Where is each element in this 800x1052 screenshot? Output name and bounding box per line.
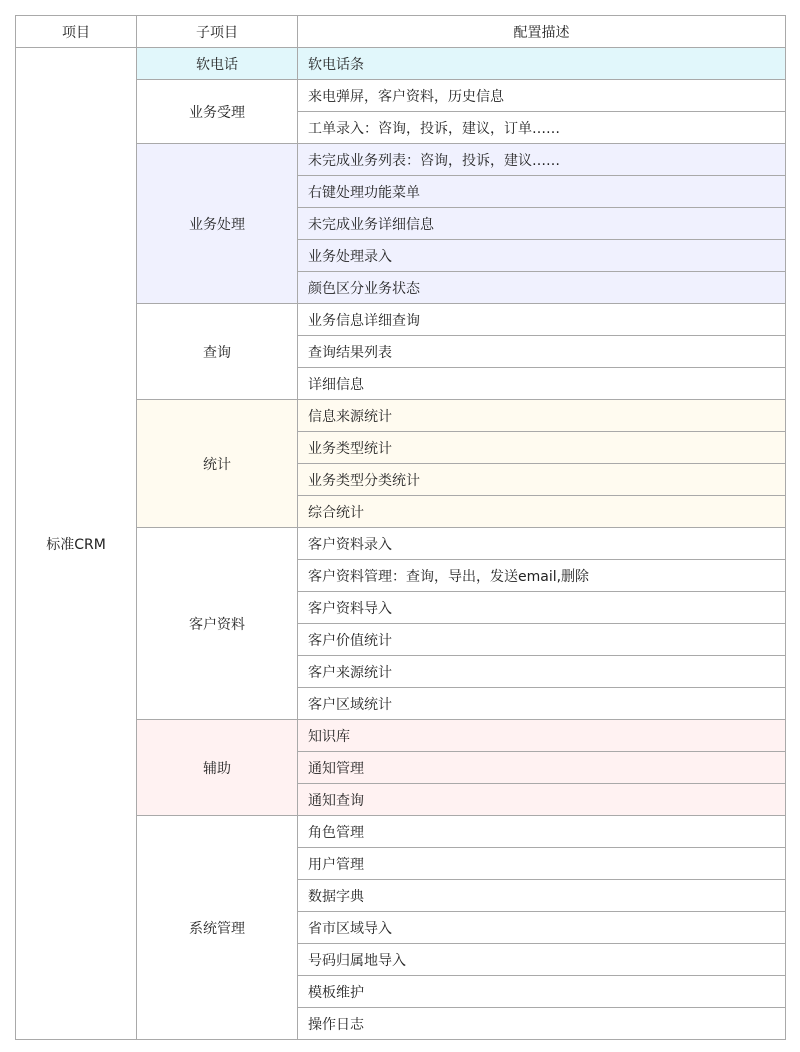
description-cell: 未完成业务列表：咨询，投诉，建议……	[298, 144, 786, 176]
description-cell: 客户资料录入	[298, 528, 786, 560]
description-cell: 角色管理	[298, 816, 786, 848]
description-cell: 综合统计	[298, 496, 786, 528]
description-cell: 业务处理录入	[298, 240, 786, 272]
description-cell: 客户价值统计	[298, 624, 786, 656]
description-cell: 信息来源统计	[298, 400, 786, 432]
crm-config-table	[15, 15, 786, 1040]
subitem-cell: 客户资料	[137, 528, 298, 720]
description-cell: 客户资料管理：查询，导出，发送email,删除	[298, 560, 786, 592]
table-body	[16, 48, 786, 1040]
description-cell: 未完成业务详细信息	[298, 208, 786, 240]
subitem-cell: 软电话	[137, 48, 298, 80]
description-cell: 通知管理	[298, 752, 786, 784]
description-cell: 来电弹屏，客户资料，历史信息	[298, 80, 786, 112]
description-cell: 知识库	[298, 720, 786, 752]
subitem-cell: 业务受理	[137, 80, 298, 144]
description-cell: 业务类型统计	[298, 432, 786, 464]
subitem-cell: 业务处理	[137, 144, 298, 304]
description-cell: 操作日志	[298, 1008, 786, 1040]
subitem-cell: 辅助	[137, 720, 298, 816]
description-cell: 号码归属地导入	[298, 944, 786, 976]
subitem-cell: 查询	[137, 304, 298, 400]
description-cell: 通知查询	[298, 784, 786, 816]
description-cell: 详细信息	[298, 368, 786, 400]
header-project: 项目	[16, 16, 137, 48]
description-cell: 颜色区分业务状态	[298, 272, 786, 304]
description-cell: 省市区域导入	[298, 912, 786, 944]
header-description: 配置描述	[298, 16, 786, 48]
description-cell: 客户来源统计	[298, 656, 786, 688]
description-cell: 工单录入：咨询，投诉，建议，订单……	[298, 112, 786, 144]
description-cell: 模板维护	[298, 976, 786, 1008]
description-cell: 软电话条	[298, 48, 786, 80]
description-cell: 业务类型分类统计	[298, 464, 786, 496]
description-cell: 客户资料导入	[298, 592, 786, 624]
table-row	[16, 48, 786, 80]
description-cell: 业务信息详细查询	[298, 304, 786, 336]
description-cell: 右键处理功能菜单	[298, 176, 786, 208]
description-cell: 数据字典	[298, 880, 786, 912]
header-subitem: 子项目	[137, 16, 298, 48]
description-cell: 客户区域统计	[298, 688, 786, 720]
project-cell: 标准CRM	[16, 48, 137, 1040]
subitem-cell: 统计	[137, 400, 298, 528]
header-row	[16, 16, 786, 48]
description-cell: 查询结果列表	[298, 336, 786, 368]
description-cell: 用户管理	[298, 848, 786, 880]
subitem-cell: 系统管理	[137, 816, 298, 1040]
